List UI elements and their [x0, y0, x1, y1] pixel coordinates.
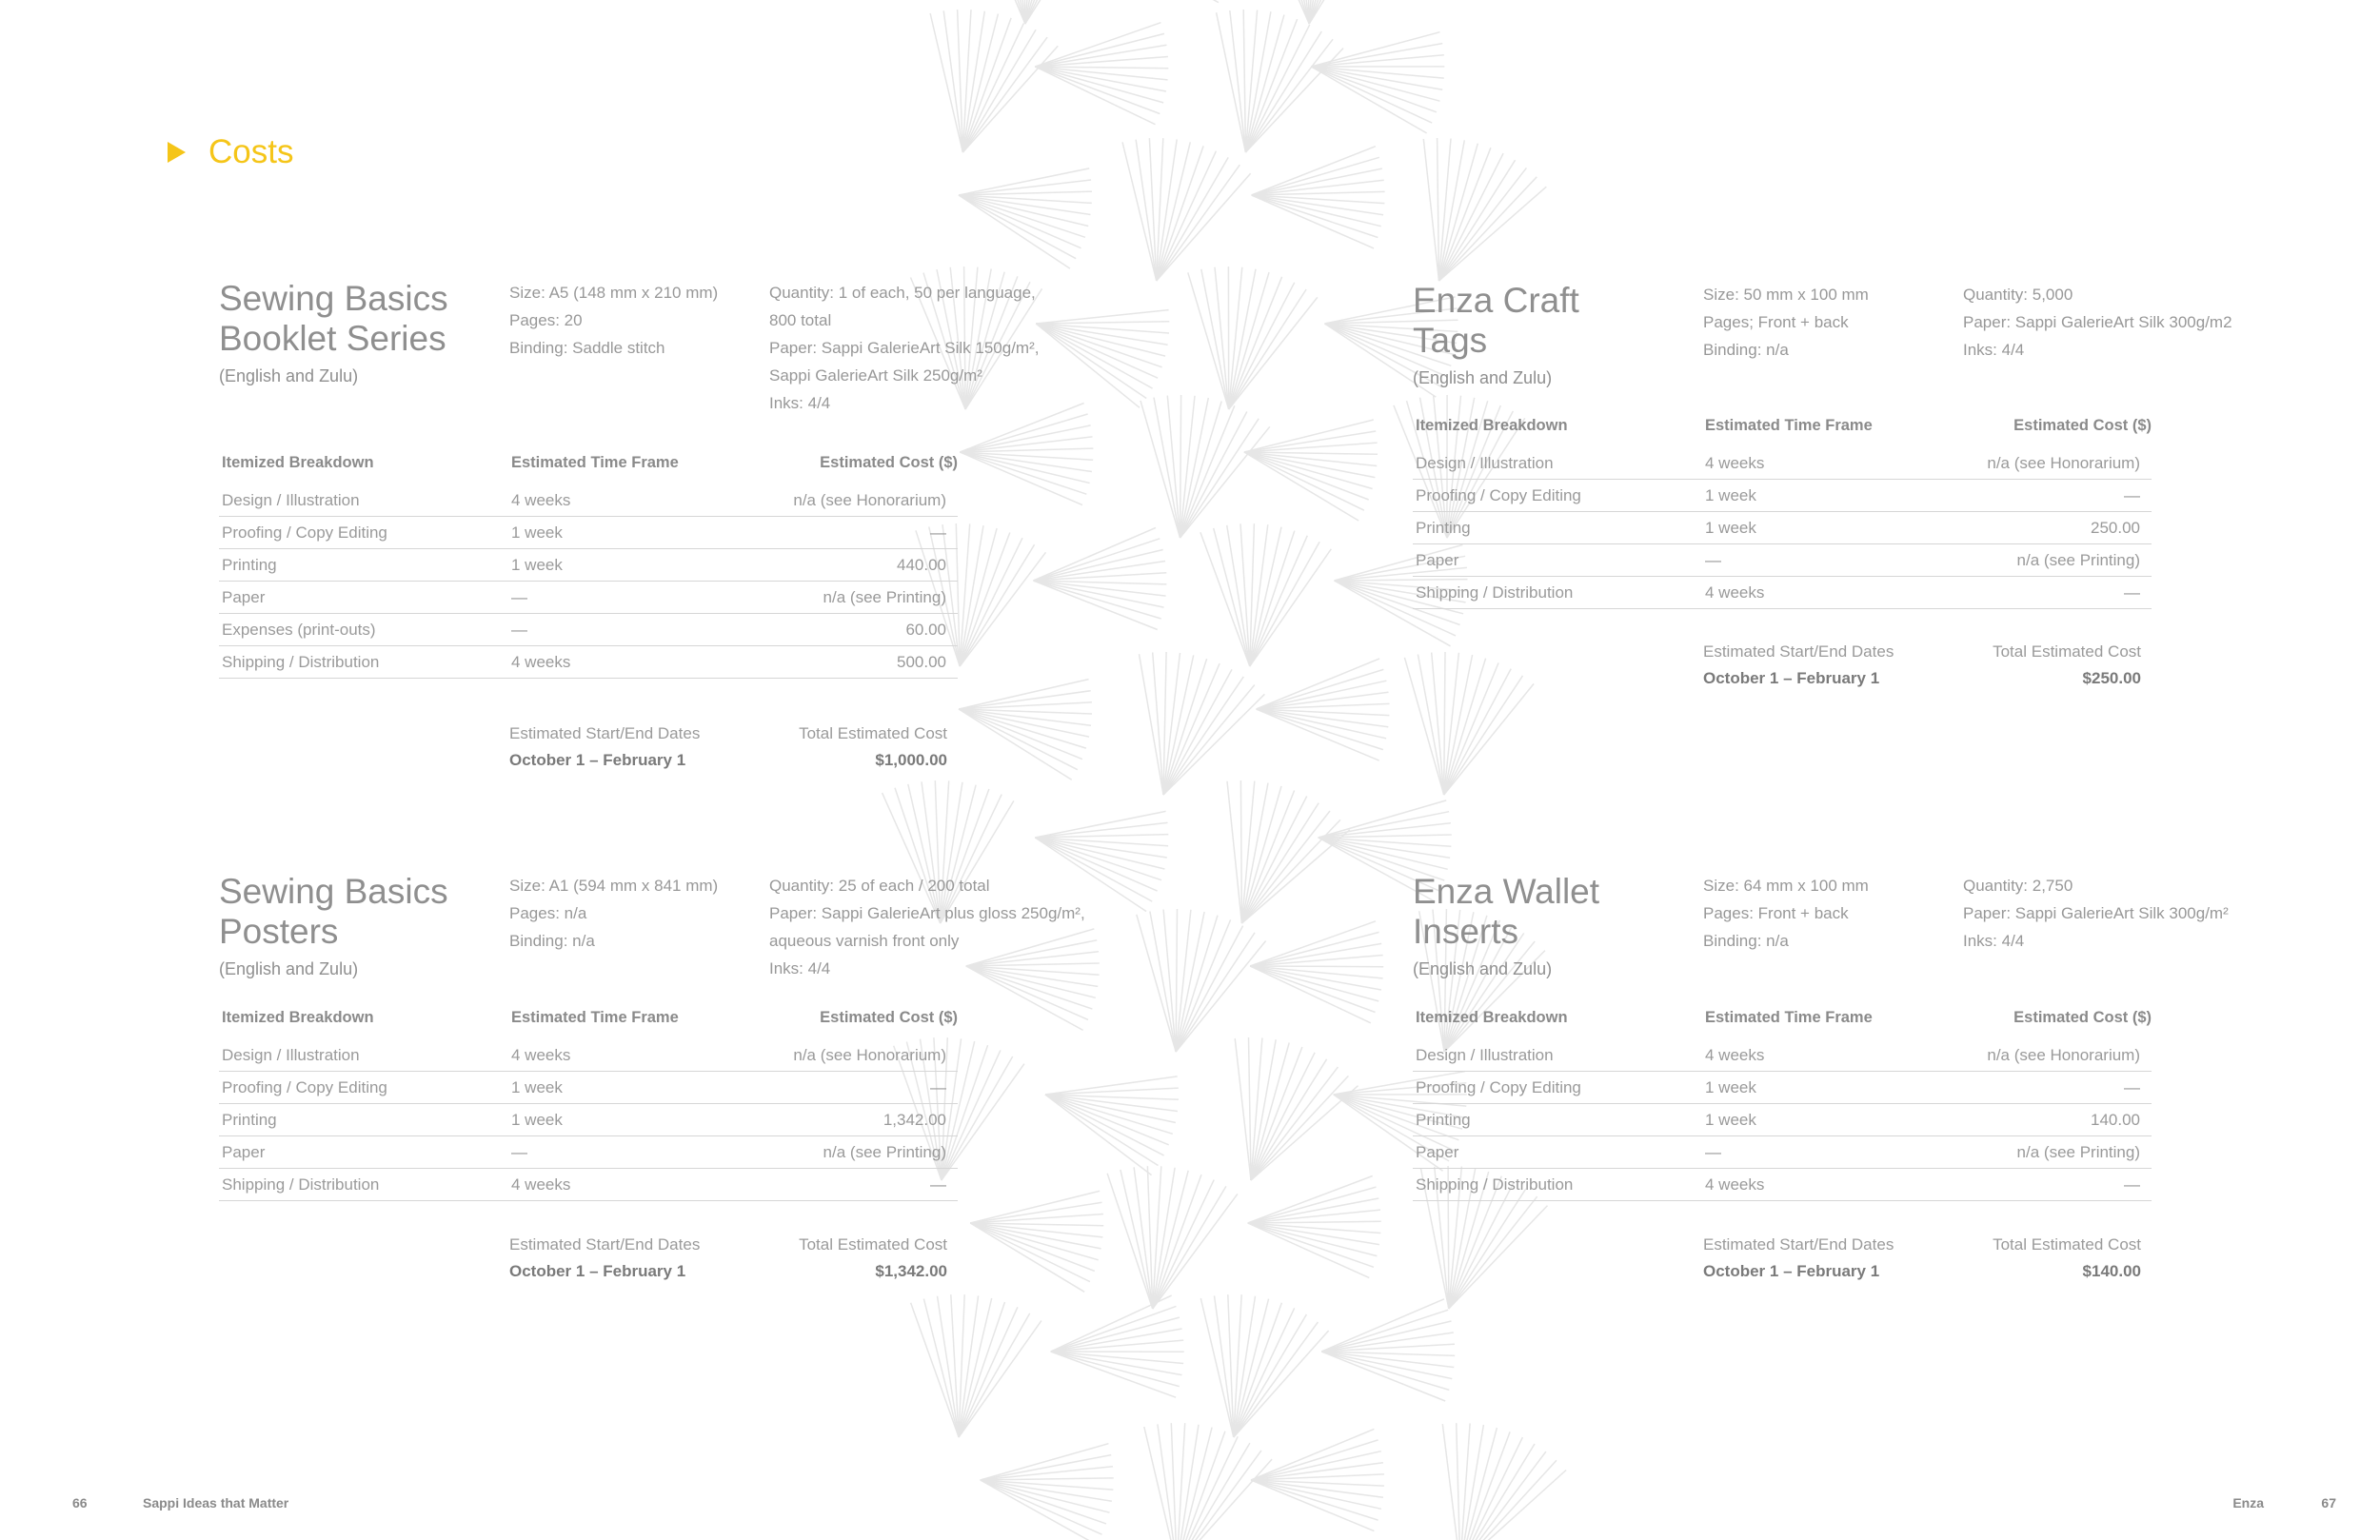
- total-value: $1,342.00: [875, 1262, 947, 1280]
- footer-page-number-left: 66: [72, 1495, 88, 1510]
- table-row: Printing 1 week 1,342.00: [219, 1104, 958, 1136]
- dates-value: October 1 – February 1: [509, 751, 686, 769]
- section-title: Costs: [208, 133, 294, 170]
- cost-table: [1413, 411, 2152, 609]
- project-title: Sewing Basics Posters: [219, 872, 448, 951]
- dates-label: Estimated Start/End Dates: [509, 724, 701, 742]
- table-row: Paper — n/a (see Printing): [219, 582, 958, 614]
- project-subtitle: (English and Zulu): [219, 959, 359, 978]
- table-row: Shipping / Distribution 4 weeks —: [219, 1169, 958, 1201]
- dates-value: October 1 – February 1: [509, 1262, 686, 1280]
- dates-value: October 1 – February 1: [1703, 1262, 1880, 1280]
- dates-label: Estimated Start/End Dates: [1703, 642, 1894, 661]
- table-row: Proofing / Copy Editing 1 week —: [1413, 480, 2152, 512]
- specs-column-b: Quantity: 2,750 Paper: Sappi GalerieArt Silk 300g/m² Inks: 4/4: [1963, 877, 2229, 950]
- dates-label: Estimated Start/End Dates: [509, 1235, 701, 1254]
- table-header: Itemized Breakdown Estimated Time Frame Estimated Cost ($): [222, 1009, 958, 1026]
- table-header: Itemized Breakdown Estimated Time Frame Estimated Cost ($): [1416, 417, 2152, 434]
- section-heading: [168, 133, 293, 171]
- total-label: Total Estimated Cost: [799, 724, 947, 742]
- total-value: $1,000.00: [875, 751, 947, 769]
- project-subtitle: (English and Zulu): [219, 366, 359, 385]
- table-row: Printing 1 week 250.00: [1413, 512, 2152, 544]
- footer-publication-title: Sappi Ideas that Matter: [143, 1495, 289, 1510]
- specs-column-a: Size: A5 (148 mm x 210 mm) Pages: 20 Binding: Saddle stitch: [509, 284, 719, 357]
- table-header: Itemized Breakdown Estimated Time Frame Estimated Cost ($): [1416, 1009, 2152, 1026]
- table-row: Proofing / Copy Editing 1 week —: [1413, 1072, 2152, 1104]
- dates-value: October 1 – February 1: [1703, 669, 1880, 687]
- table-row: Proofing / Copy Editing 1 week —: [219, 517, 958, 549]
- cost-table: [1413, 1003, 2152, 1201]
- table-row: Paper — n/a (see Printing): [1413, 1136, 2152, 1169]
- table-row: Design / Illustration 4 weeks n/a (see Honorarium): [219, 1039, 958, 1072]
- specs-column-a: Size: 64 mm x 100 mm Pages: Front + back Binding: n/a: [1703, 877, 1869, 950]
- total-label: Total Estimated Cost: [1993, 1235, 2141, 1254]
- project-craft-tags: [1413, 281, 2270, 709]
- total-label: Total Estimated Cost: [799, 1235, 947, 1254]
- specs-column-b: Quantity: 25 of each / 200 total Paper: Sappi GalerieArt plus gloss 250g/m², aqueous varnish front only Inks: 4/4: [769, 877, 1085, 977]
- specs-column-a: Size: A1 (594 mm x 841 mm) Pages: n/a Binding: n/a: [509, 877, 719, 950]
- project-booklet-series: [219, 279, 1076, 783]
- project-wallet-inserts: [1413, 872, 2270, 1300]
- cost-table: [219, 448, 958, 679]
- cost-table: [219, 1003, 958, 1201]
- table-row: Expenses (print-outs) — 60.00: [219, 614, 958, 646]
- table-row: Design / Illustration 4 weeks n/a (see Honorarium): [1413, 447, 2152, 480]
- table-row: Shipping / Distribution 4 weeks 500.00: [219, 646, 958, 679]
- table-header: Itemized Breakdown Estimated Time Frame Estimated Cost ($): [222, 454, 958, 471]
- table-row: Paper — n/a (see Printing): [219, 1136, 958, 1169]
- project-title: Enza Wallet Inserts: [1413, 872, 1600, 951]
- footer-section-title: Enza: [2232, 1495, 2264, 1510]
- dates-label: Estimated Start/End Dates: [1703, 1235, 1894, 1254]
- specs-column-b: Quantity: 5,000 Paper: Sappi GalerieArt Silk 300g/m2 Inks: 4/4: [1963, 286, 2232, 359]
- play-triangle-icon: [168, 142, 186, 163]
- table-row: Shipping / Distribution 4 weeks —: [1413, 577, 2152, 609]
- total-label: Total Estimated Cost: [1993, 642, 2141, 661]
- table-row: Design / Illustration 4 weeks n/a (see Honorarium): [219, 484, 958, 517]
- total-value: $250.00: [2082, 669, 2141, 687]
- table-row: Design / Illustration 4 weeks n/a (see Honorarium): [1413, 1039, 2152, 1072]
- project-title: Enza Craft Tags: [1413, 281, 1579, 360]
- table-row: Paper — n/a (see Printing): [1413, 544, 2152, 577]
- project-title: Sewing Basics Booklet Series: [219, 279, 448, 358]
- table-row: Printing 1 week 140.00: [1413, 1104, 2152, 1136]
- total-value: $140.00: [2082, 1262, 2141, 1280]
- specs-column-a: Size: 50 mm x 100 mm Pages; Front + back Binding: n/a: [1703, 286, 1869, 359]
- table-row: Shipping / Distribution 4 weeks —: [1413, 1169, 2152, 1201]
- specs-column-b: Quantity: 1 of each, 50 per language, 800 total Paper: Sappi GalerieArt Silk 150g/m², Sappi GalerieArt Silk 250g/m² Inks: 4/4: [769, 284, 1040, 412]
- project-posters: [219, 872, 1085, 1300]
- table-row: Printing 1 week 440.00: [219, 549, 958, 582]
- project-subtitle: (English and Zulu): [1413, 959, 1553, 978]
- footer-page-number-right: 67: [2321, 1495, 2336, 1510]
- project-subtitle: (English and Zulu): [1413, 368, 1553, 387]
- table-row: Proofing / Copy Editing 1 week —: [219, 1072, 958, 1104]
